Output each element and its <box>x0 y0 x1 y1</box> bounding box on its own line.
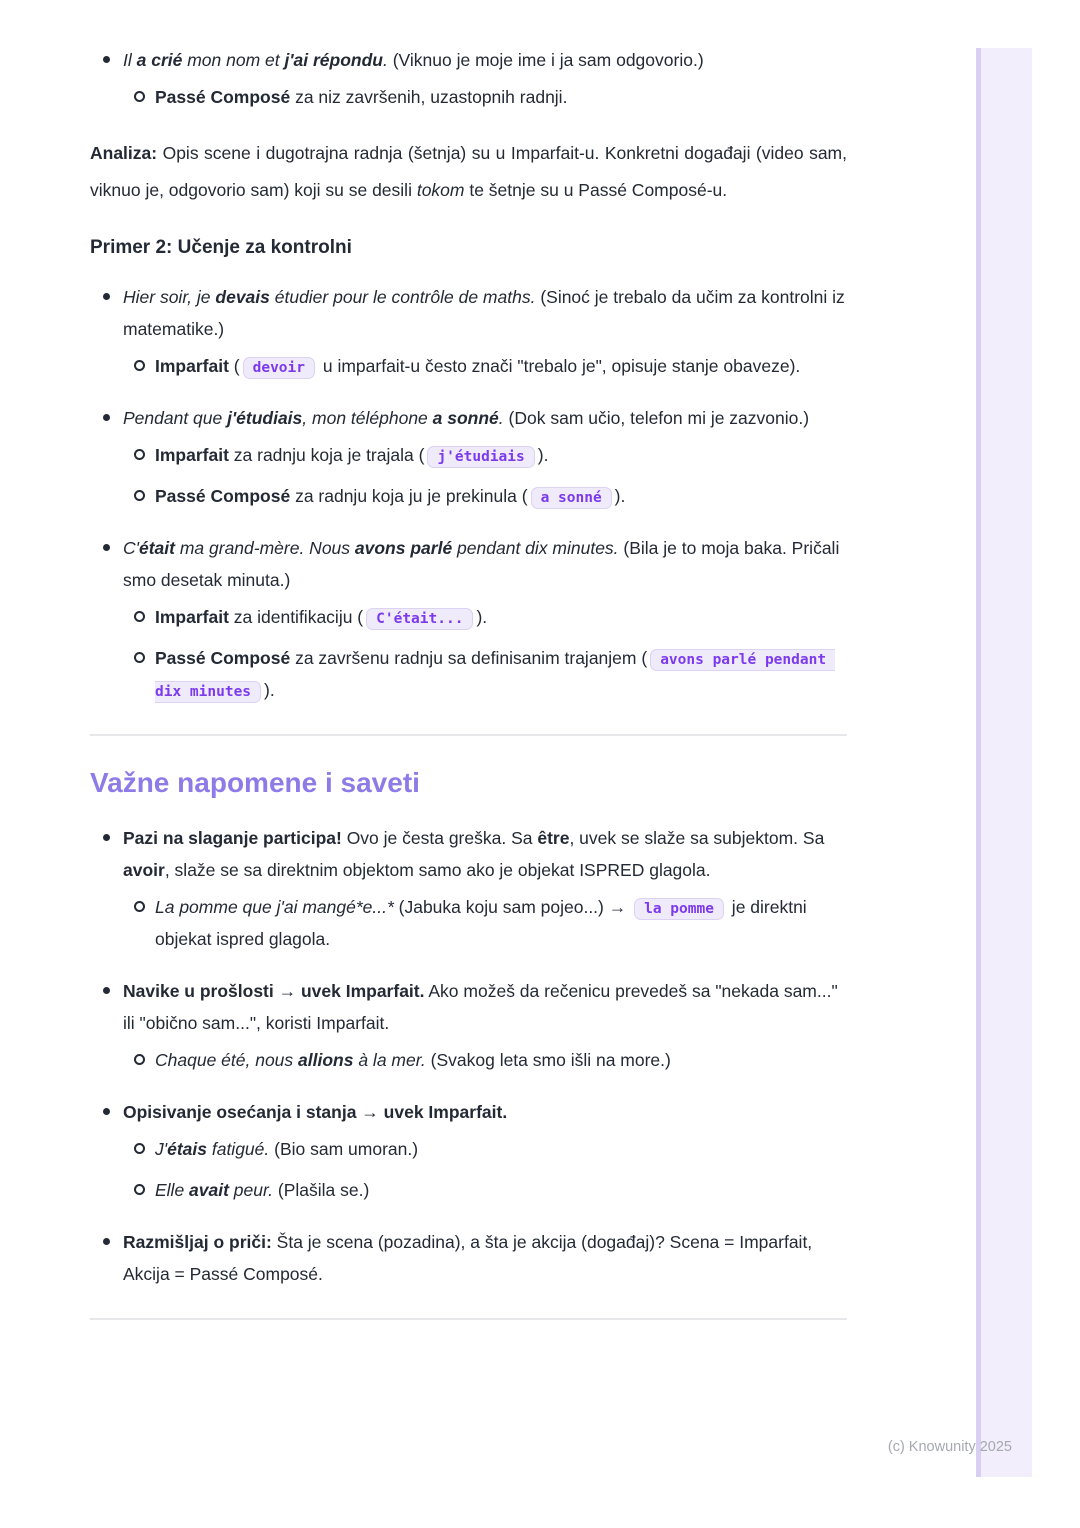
text-segment: Imparfait <box>155 356 229 376</box>
text-segment: (Bila je to moja baka. Pričali smo desetak minuta.) <box>123 538 840 590</box>
sub-bullet-list <box>123 1133 847 1206</box>
scrollbar-track[interactable] <box>976 48 1032 1477</box>
text-segment: Imparfait <box>155 445 229 465</box>
code-chip: la pomme <box>634 898 724 920</box>
list-item <box>123 402 847 512</box>
code-chip: C'était... <box>366 608 473 630</box>
text-segment: Chaque été, nous <box>155 1050 299 1070</box>
bullet-list <box>90 822 847 1290</box>
text-segment: Passé Composé <box>155 486 291 506</box>
text-segment: te šetnje su u Passé Composé-u. <box>464 180 728 200</box>
text-segment: était <box>138 538 175 558</box>
text-segment: (Dok sam učio, telefon mi je zazvonio.) <box>503 408 810 428</box>
sub-list-item <box>155 1133 847 1165</box>
sub-list-item <box>155 642 847 706</box>
list-item-text <box>123 281 847 345</box>
text-segment: à la mer. <box>353 1050 426 1070</box>
text-segment: (Bio sam umoran.) <box>269 1139 419 1159</box>
text-segment: (Viknuo je moje ime i ja sam odgovorio.) <box>387 50 704 70</box>
text-segment: avoir <box>123 860 165 880</box>
text-segment: , slaže se sa direktnim objektom samo ako je objekat ISPRED glagola. <box>164 860 711 880</box>
text-segment: Opis scene i dugotrajna radnja (šetnja) su u Imparfait-u. Konkretni događaji (video sam, viknuo je, odgovorio sam) koji su se desili <box>90 143 847 200</box>
sub-list-item <box>155 480 847 512</box>
code-chip: devoir <box>243 357 315 379</box>
text-segment: ). <box>614 486 626 506</box>
list-item <box>123 532 847 706</box>
divider <box>90 1318 847 1320</box>
sub-bullet-list <box>123 81 847 113</box>
code-chip: j'étudiais <box>427 446 534 468</box>
copyright-watermark: (c) Knowunity 2025 <box>887 1439 1012 1455</box>
text-segment: (Svakog leta smo išli na more.) <box>425 1050 671 1070</box>
text-segment: J' <box>155 1139 168 1159</box>
text-segment: Passé Composé <box>155 87 291 107</box>
text-segment: ( <box>228 356 240 376</box>
text-segment: ). <box>476 607 488 627</box>
text-segment: avons parlé <box>354 538 453 558</box>
divider <box>90 734 847 736</box>
text-segment: . <box>498 408 504 428</box>
text-segment: fatigué. <box>206 1139 270 1159</box>
list-item <box>123 44 847 113</box>
text-segment: za radnju koja je trajala ( <box>228 445 425 465</box>
text-segment: ). <box>537 445 549 465</box>
text-segment: pendant dix minutes. <box>452 538 619 558</box>
text-segment: j'ai répondu <box>284 50 383 70</box>
text-segment: Hier soir, je <box>123 287 216 307</box>
list-item <box>123 1226 847 1290</box>
text-segment: Pendant que <box>123 408 228 428</box>
sub-bullet-list <box>123 601 847 706</box>
text-segment: Opisivanje osećanja i stanja → uvek Imparfait. <box>123 1102 508 1122</box>
text-segment: . <box>382 50 388 70</box>
text-segment: devais <box>215 287 270 307</box>
sub-list-item <box>155 350 847 382</box>
text-segment: Pazi na slaganje participa! <box>123 828 342 848</box>
text-segment: allions <box>298 1050 354 1070</box>
sub-bullet-list <box>123 891 847 955</box>
list-item-text <box>123 402 847 434</box>
sub-list-item <box>155 1174 847 1206</box>
document-content <box>90 44 847 1348</box>
sub-list-item <box>155 1044 847 1076</box>
text-segment: j'étudiais <box>227 408 303 428</box>
text-segment: Razmišljaj o priči: <box>123 1232 272 1252</box>
text-segment: Analiza: <box>90 143 158 163</box>
text-segment: mon nom et <box>182 50 285 70</box>
list-item <box>123 281 847 382</box>
text-segment: peur. <box>228 1180 274 1200</box>
text-segment: Navike u prošlosti → uvek Imparfait. <box>123 981 425 1001</box>
text-segment: , mon téléphone <box>302 408 433 428</box>
section-heading-vazne-napomene-i-saveti: Važne napomene i saveti <box>90 767 420 798</box>
list-item-text <box>123 822 847 886</box>
text-segment: Elle <box>155 1180 190 1200</box>
bullet-list <box>90 44 847 113</box>
text-segment: (Sinoć je trebalo da učim za kontrolni iz matematike.) <box>123 287 845 339</box>
sub-list-item <box>155 891 847 955</box>
text-segment: za završenu radnju sa definisanim trajanjem ( <box>290 648 648 668</box>
list-item <box>123 1096 847 1206</box>
sub-bullet-list <box>123 439 847 512</box>
text-segment: Passé Composé <box>155 648 291 668</box>
sub-list-item <box>155 81 847 113</box>
text-segment: ma grand-mère. Nous <box>174 538 355 558</box>
text-segment: étudier pour le contrôle de maths. <box>269 287 536 307</box>
list-item-text <box>123 532 847 596</box>
sub-bullet-list <box>123 350 847 382</box>
paragraph <box>90 135 847 209</box>
sub-bullet-list <box>123 1044 847 1076</box>
text-segment: (Plašila se.) <box>273 1180 370 1200</box>
list-item-text <box>123 1096 847 1128</box>
sub-list-item <box>155 601 847 633</box>
text-segment: (Jabuka koju sam pojeo...) → <box>393 897 632 917</box>
text-segment: Il <box>123 50 137 70</box>
text-segment: C' <box>123 538 139 558</box>
text-segment: za niz završenih, uzastopnih radnji. <box>290 87 568 107</box>
text-segment: tokom <box>416 180 465 200</box>
list-item <box>123 975 847 1076</box>
text-segment: Ako možeš da rečenicu prevedeš sa "nekada sam..." ili "obično sam...", koristi Imparfait. <box>123 981 838 1033</box>
text-segment: a sonné <box>432 408 499 428</box>
text-segment: Ovo je česta greška. Sa <box>341 828 538 848</box>
text-segment: a crié <box>136 50 183 70</box>
text-segment: avait <box>189 1180 229 1200</box>
list-item-text <box>123 1226 847 1290</box>
code-chip: a sonné <box>531 487 612 509</box>
section-heading-primer-2: Primer 2: Učenje za kontrolni <box>90 237 352 258</box>
list-item <box>123 822 847 955</box>
list-item-text <box>123 975 847 1039</box>
code-chip: avons parlé pendant dix minutes <box>155 649 835 703</box>
text-segment: étais <box>167 1139 207 1159</box>
text-segment: La pomme que j'ai mangé*e...* <box>155 897 394 917</box>
text-segment: Šta je scena (pozadina), a šta je akcija (događaj)? Scena = Imparfait, Akcija = Passé Composé. <box>123 1232 813 1284</box>
text-segment: za radnju koja ju je prekinula ( <box>290 486 528 506</box>
list-item-text <box>123 44 847 76</box>
text-segment: , uvek se slaže sa subjektom. Sa <box>569 828 825 848</box>
text-segment: ). <box>264 680 275 700</box>
bullet-list <box>90 281 847 706</box>
sub-list-item <box>155 439 847 471</box>
text-segment: Imparfait <box>155 607 229 627</box>
text-segment: u imparfait-u često znači "trebalo je", opisuje stanje obaveze). <box>318 356 801 376</box>
text-segment: za identifikaciju ( <box>228 607 364 627</box>
text-segment: être <box>537 828 570 848</box>
text-segment: je direktni objekat ispred glagola. <box>155 897 807 949</box>
